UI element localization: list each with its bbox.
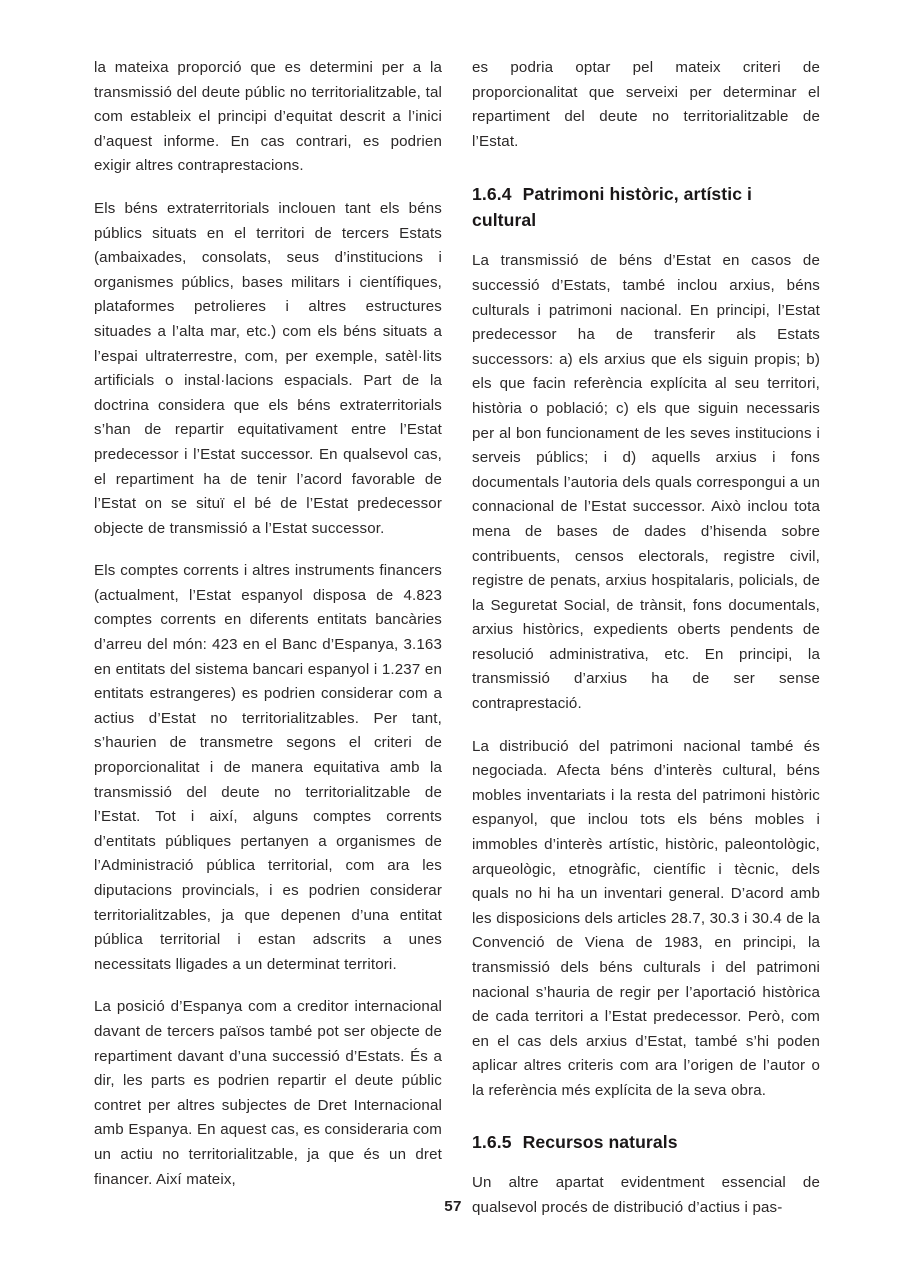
paragraph: Els comptes corrents i altres instruments financers (actualment, l’Estat espanyol disposa de 4.823 comptes corrents en diferents entitats bancàries d’arreu del món: 423 en el Banc d’Espanya, 3.163 en entitats del sistema bancari espanyol i 1.237 en entitats estrangeres) es podrien considerar com a actius d’Estat no territorialitzables. Per tant, s’haurien de transmetre segons el criteri de proporcionalitat i de manera equitativa amb la transmissió del deute no territorialitzable de l’Estat. Tot i així, alguns comptes corrents d’entitats públiques pertanyen a organismes de l’Administració pública territorial, com ara les diputacions provincials, i es podrien considerar territorialitzables, ja que depenen d’una entitat pública territorial i estan adscrits a unes necessitats lligades a un determinat territori. <box>94 562 442 973</box>
section-heading-1-6-5 <box>472 1130 820 1156</box>
left-text-column <box>94 56 442 1192</box>
section-title: Recursos naturals <box>522 1131 678 1152</box>
section-number: 1.6.4 <box>472 184 512 205</box>
page-number: 57 <box>444 1198 462 1215</box>
paragraph: La transmissió de béns d’Estat en casos de successió d’Estats, també inclou arxius, béns culturals i patrimoni nacional. En principi, l’Estat predecessor ha de transferir als Estats successors: a) els arxius que els siguin propis; b) els que facin referència explícita al seu territori, història o població; c) els que siguin necessaris per al bon funcionament de les seves institucions i serveis públics; i d) aquells arxius i fons documentals l’autoria dels quals correspongui a un connacional de l’Estat successor. Això inclou tota mena de bases de dades d’hisenda sobre contribuents, censos electorals, registre civil, registre de penats, arxius hospitalaris, policials, de la Seguretat Social, de trànsit, fons documentals, arxius històrics, expedients oberts pendents de resolució administrativa, etc. En principi, la transmissió d’arxius ha de ser sense contraprestació. <box>472 252 820 713</box>
right-text-column <box>472 56 820 1220</box>
paragraph: es podria optar pel mateix criteri de proporcionalitat que serveixi per determinar el repartiment del deute no territorialitzable de l’Estat. <box>472 59 820 150</box>
section-heading-1-6-4 <box>472 182 820 233</box>
section-number: 1.6.5 <box>472 1131 512 1152</box>
paragraph: Un altre apartat evidentment essencial de qualsevol procés de distribució d’actius i pas- <box>472 1174 820 1216</box>
paragraph: Els béns extraterritorials inclouen tant els béns públics situats en el territori de tercers Estats (ambaixades, consolats, seus d’institucions i organismes públics, bases militars i científiques, plataformes petrolieres i altres estructures situades a l’alta mar, etc.) com els béns situats a l’espai ultraterrestre, com, per exemple, satèl·lits artificials o instal·lacions espacials. Part de la doctrina considera que els béns extraterritorials s’han de repartir equitativament entre l’Estat predecessor i l’Estat successor. En qualsevol cas, el repartiment ha de tenir l’acord favorable de l’Estat on se situï el bé de l’Estat predecessor objecte de transmissió a l’Estat successor. <box>94 199 442 537</box>
section-title: Patrimoni històric, artístic i cultural <box>472 184 753 230</box>
paragraph: la mateixa proporció que es determini per a la transmissió del deute públic no territorialitzable, tal com estableix el principi d’equitat descrit a l’inici d’aquest informe. En cas contrari, es podrien exigir altres contraprestacions. <box>94 59 442 175</box>
paragraph: La posició d’Espanya com a creditor internacional davant de tercers països també pot ser objecte de repartiment davant d’una successió d’Estats. És a dir, les parts es podrien repartir el deute públic contret per altres subjectes de Dret Internacional amb Espanya. En aquest cas, es consideraria com un actiu no territorialitzable, ja que és un dret financer. Així mateix, <box>94 998 442 1188</box>
paragraph: La distribució del patrimoni nacional també és negociada. Afecta béns d’interès cultural, béns mobles inventariats i la resta del patrimoni històric espanyol, que inclou tots els béns mobles i immobles d’interès artístic, històric, paleontològic, arqueològic, etnogràfic, científic i tècnic, dels quals no hi ha un inventari general. D’acord amb les disposicions dels articles 28.7, 30.3 i 30.4 de la Convenció de Viena de 1983, en principi, la transmissió dels béns culturals i del patrimoni nacional s’hauria de regir per l’aportació històrica de cada territori a l’Estat predecessor. Però, com en el cas dels arxius d’Estat, també s’hi poden aplicar altres criteris com ara l’origen de l’autor o la referència més explícita de la seva obra. <box>472 737 820 1099</box>
